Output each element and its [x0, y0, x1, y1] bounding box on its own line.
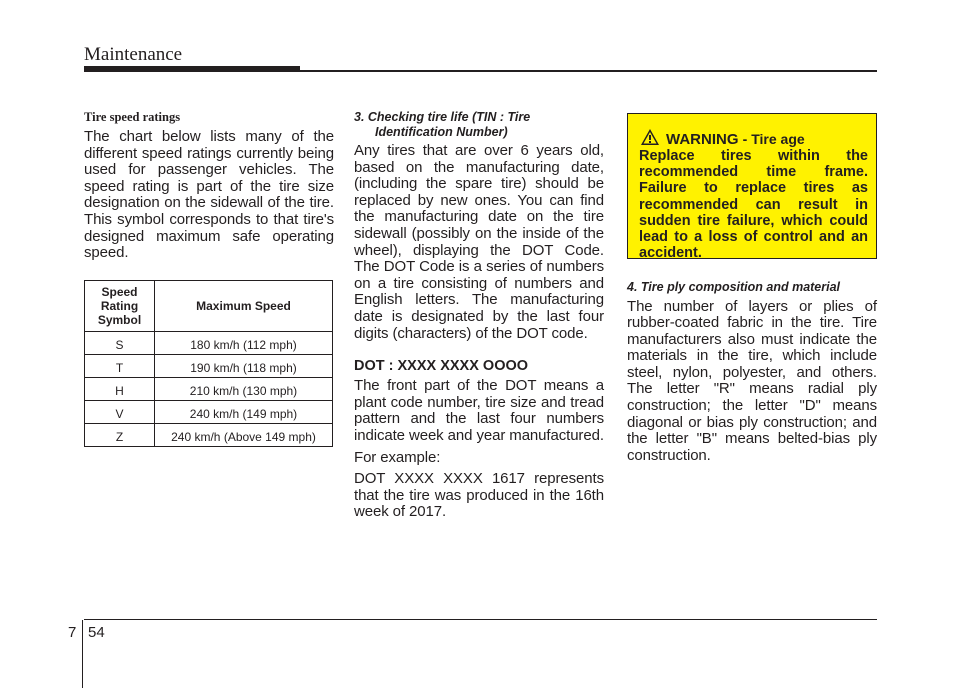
page-header-title: Maintenance — [84, 44, 183, 65]
header-rule — [300, 70, 877, 72]
warning-title-row — [640, 128, 805, 150]
table-row — [85, 359, 333, 378]
page-section-number: 7 — [68, 624, 77, 641]
table-row — [85, 405, 333, 424]
right-column — [627, 280, 877, 464]
example-label: For example: — [354, 448, 441, 466]
table-cell-symbol: V — [85, 405, 155, 424]
warning-title: WARNING — [666, 130, 739, 148]
footer-rule — [84, 619, 877, 620]
table-cell-symbol: H — [85, 382, 155, 401]
body-paragraph: The number of layers or plies of rubber-coated fabric in the tire. Tire manufacturers also must indicate the materials in the tire, which include steel, nylon, polyester, and others. The letter "R" means radial ply construction; the letter "D" means diagonal or bias ply construction; and the letter "B" means belted-bias ply construction. — [627, 297, 877, 464]
dot-code: DOT : XXXX XXXX OOOO — [354, 358, 529, 375]
table-cell-speed: 240 km/h (149 mph) — [155, 405, 333, 424]
page-number: 54 — [88, 624, 105, 641]
heading-line: Identification Number) — [375, 124, 508, 139]
left-column — [84, 110, 334, 447]
table-cell-symbol: S — [85, 336, 155, 355]
body-paragraph: DOT XXXX XXXX 1617 represents that the tire was produced in the 16th week of 2017. — [354, 470, 604, 521]
table-row — [85, 382, 333, 401]
table-row — [85, 336, 333, 355]
table-cell-speed: 240 km/h (Above 149 mph) — [155, 428, 333, 447]
warning-subtitle: - Tire age — [742, 131, 805, 147]
table-cell-symbol: Z — [85, 428, 155, 447]
body-paragraph: Any tires that are over 6 years old, based on the manufacturing date, (including the spare tire) should be replaced by new ones. You can find the manufacturing date on the tire sidewall (possibly on the inside of the wheel), displaying the DOT Code. The DOT Code is a series of numbers on a tire consisting of numbers and English letters. The manufacturing date is designated by the last four digits (characters) of the DOT code. — [354, 142, 604, 342]
table-cell-symbol: T — [85, 359, 155, 378]
table-header-row — [85, 280, 333, 331]
body-paragraph: The chart below lists many of the different speed ratings currently being used for passenger vehicles. The speed rating is part of the tire size designation on the sidewall of the tire. This symbol corresponds to that tire's designed maximum safe operating speed. — [84, 128, 334, 262]
middle-column — [354, 110, 604, 521]
section-heading: 4. Tire ply composition and material — [627, 280, 841, 294]
speed-rating-table — [84, 280, 333, 447]
section-heading — [354, 110, 604, 139]
footer-divider — [82, 620, 83, 688]
warning-text: Replace tires within the recommended time frame. Failure to replace tires as recommended can result in sudden tire failure, which could lead to a loss of control and an accident. — [639, 148, 868, 262]
warning-box — [627, 113, 877, 262]
warning-triangle-icon — [640, 128, 660, 150]
body-paragraph: The front part of the DOT means a plant code number, tire size and tread pattern and the last four numbers indicate week and year manufactured. — [354, 377, 604, 444]
heading-line: 3. Checking tire life (TIN : Tire — [354, 110, 531, 124]
table-cell-speed: 180 km/h (112 mph) — [155, 336, 333, 355]
table-cell-speed: 190 km/h (118 mph) — [155, 359, 333, 378]
table-cell-speed: 210 km/h (130 mph) — [155, 382, 333, 401]
table-header-speed: Maximum Speed — [155, 280, 333, 331]
section-heading: Tire speed ratings — [84, 110, 181, 124]
table-header-symbol: Speed Rating Symbol — [85, 280, 155, 331]
header-bar — [84, 66, 300, 72]
table-row — [85, 428, 333, 447]
